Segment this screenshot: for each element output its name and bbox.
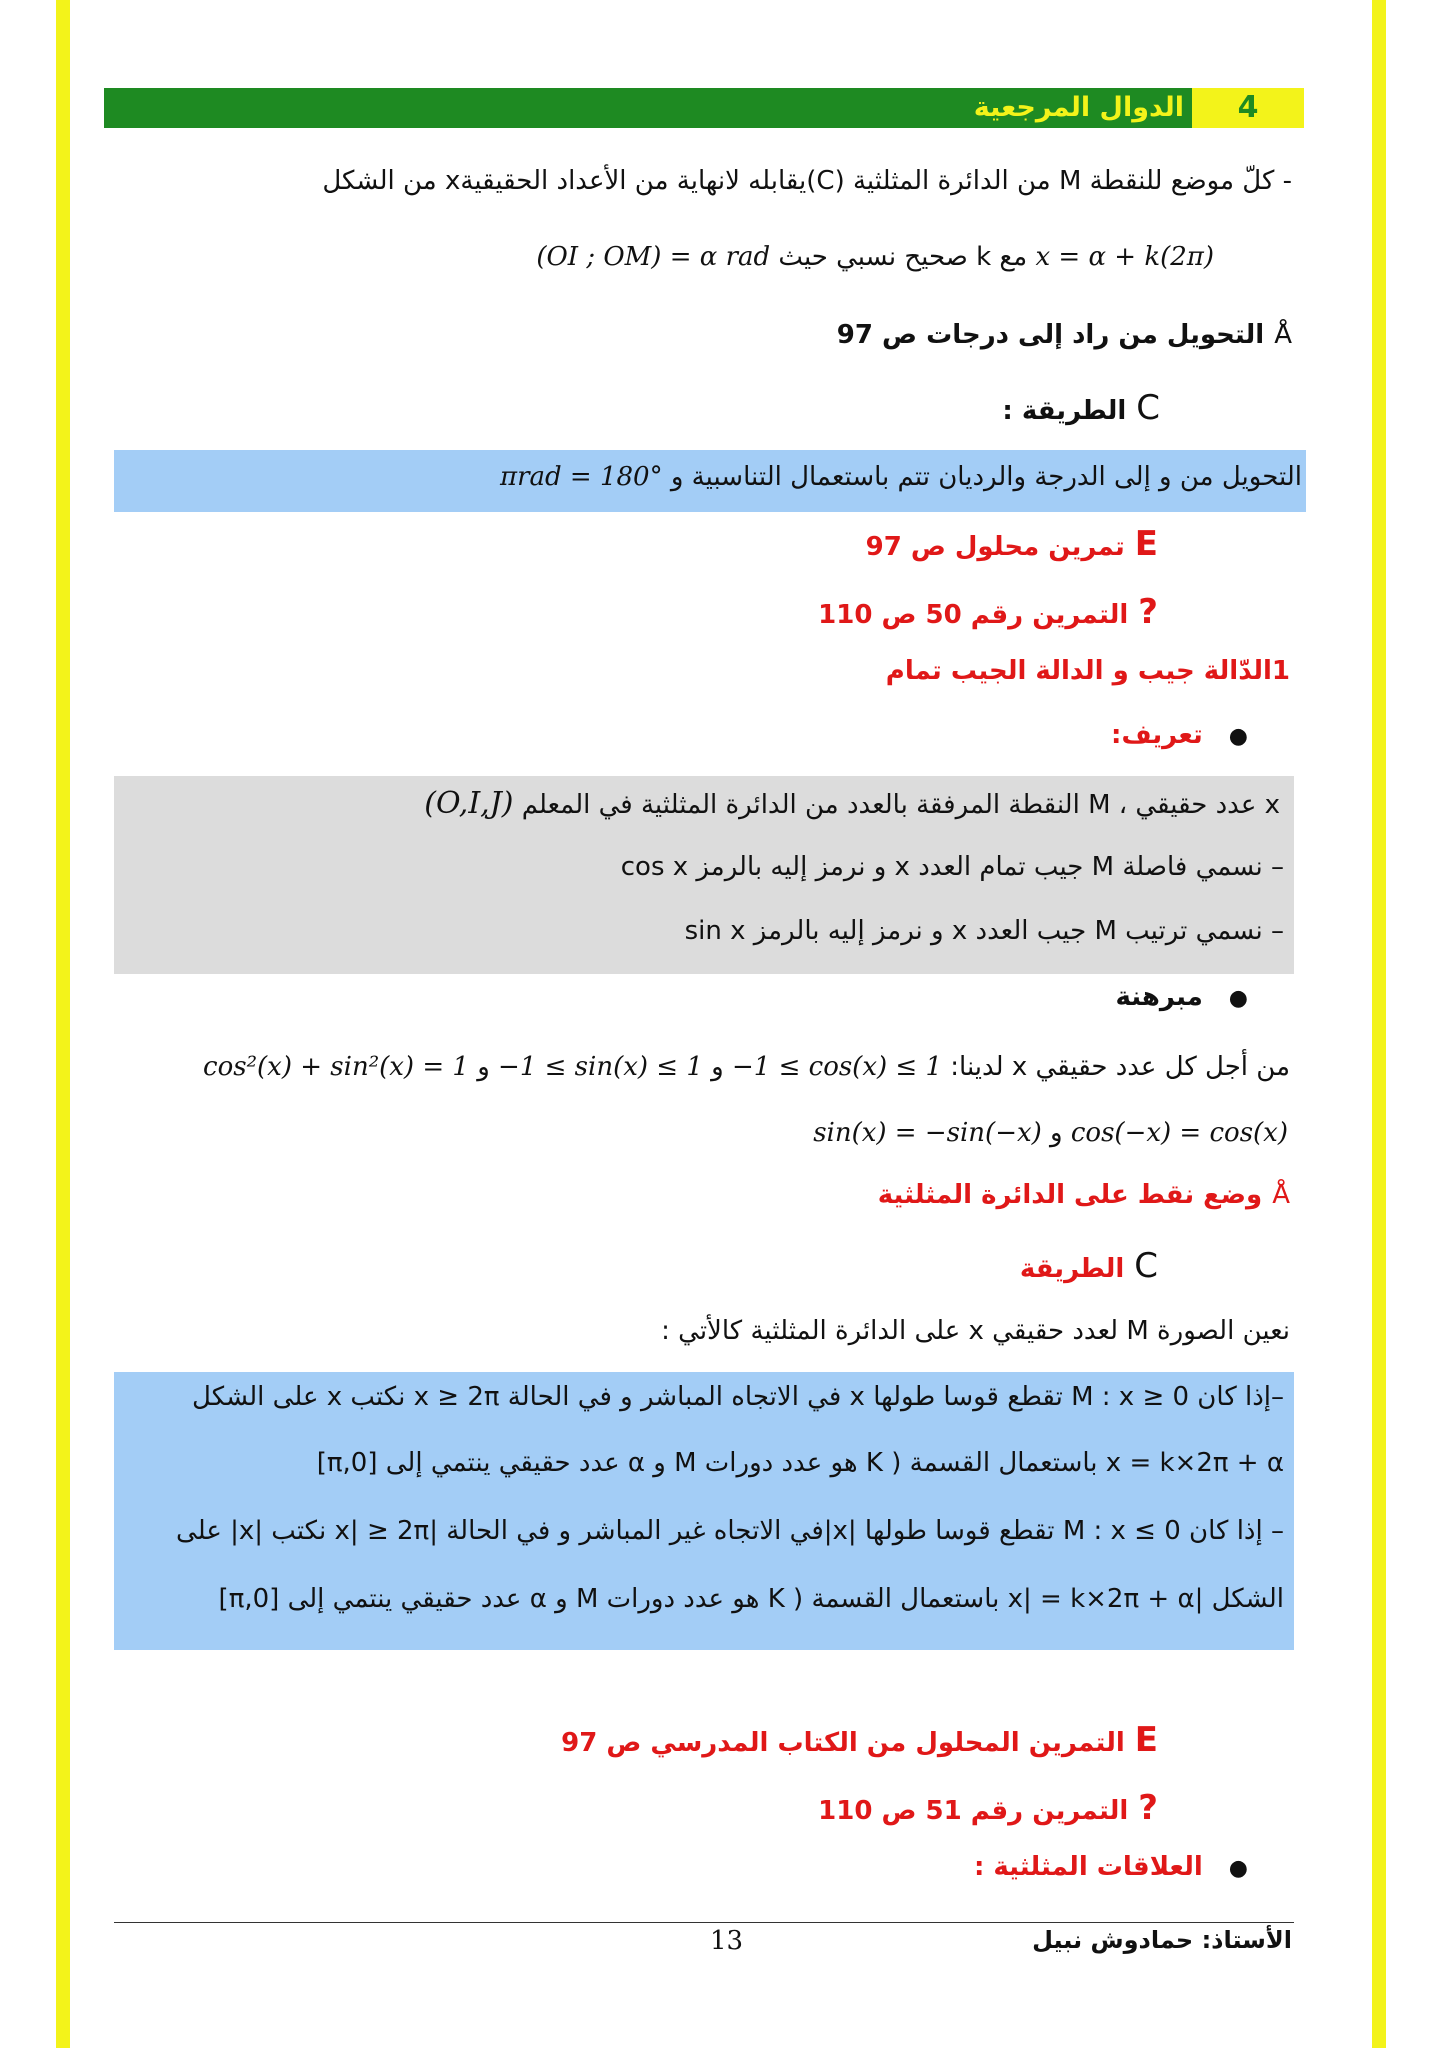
e-glyph: E xyxy=(1134,524,1158,564)
a-ring-glyph: Å xyxy=(1272,1180,1290,1210)
sin-parity: sin(x) = −sin(−x) xyxy=(813,1118,1042,1148)
e-glyph: E xyxy=(1134,1720,1158,1760)
solved-exercise-97: Eتمرين محلول ص 97 xyxy=(865,524,1158,564)
trig-relations-label: ●العلاقات المثلثية : xyxy=(973,1852,1248,1882)
footer-rule xyxy=(114,1922,1294,1923)
intro-line-2-text: مع k صحيح نسبي حيث xyxy=(778,242,1028,272)
pythagorean-identity: cos²(x) + sin²(x) = 1 xyxy=(203,1052,469,1082)
bullet-icon: ● xyxy=(1228,1856,1248,1881)
c-glyph: C xyxy=(1136,388,1160,428)
points-box-line-3: – إذا كان M : x ≤ 0 تقطع قوسا طولها |x|في الاتجاه غير المباشر و في الحالة |x| ≥ 2π نكتب |x| على xyxy=(176,1516,1284,1546)
intro-line-1: - كلّ موضع للنقطة M من الدائرة المثلثية (C)يقابله لانهاية من الأعداد الحقيقيةx من الشكل xyxy=(322,166,1292,196)
rad-deg-box-text: التحويل من و إلى الدرجة والرديان تتم باستعمال التناسبية و πrad = 180° xyxy=(499,462,1302,492)
definition-line-2: – نسمي فاصلة M جيب تمام العدد x و نرمز إليه بالرمز cos x xyxy=(620,852,1284,882)
exercise-50: ?التمرين رقم 50 ص 110 xyxy=(818,592,1158,632)
bullet-icon: ● xyxy=(1228,986,1248,1011)
sin-cos-title: 1الدّالة جيب و الدالة الجيب تمام xyxy=(885,656,1290,686)
a-ring-glyph: Å xyxy=(1274,320,1292,350)
points-method-label: Cالطريقة xyxy=(1019,1246,1158,1286)
definition-line-3: – نسمي ترتيب M جيب العدد x و نرمز إليه بالرمز sin x xyxy=(684,916,1284,946)
intro-line-2 xyxy=(536,242,1214,272)
left-yellow-border xyxy=(56,0,70,2048)
frame-oij: (O,I,J) xyxy=(424,786,514,821)
cos-bounds: −1 ≤ cos(x) ≤ 1 xyxy=(731,1052,942,1082)
question-glyph: ? xyxy=(1138,592,1158,632)
chapter-number: 4 xyxy=(1192,88,1304,128)
exercise-51: ?التمرين رقم 51 ص 110 xyxy=(818,1788,1158,1828)
sin-bounds: −1 ≤ sin(x) ≤ 1 xyxy=(498,1052,703,1082)
right-yellow-border xyxy=(1372,0,1386,2048)
theorem-label: ●مبرهنة xyxy=(1115,982,1248,1012)
definition-label: ●تعريف: xyxy=(1111,720,1248,750)
points-box-line-1: –إذا كان M : x ≥ 0 تقطع قوسا طولها x في الاتجاه المباشر و في الحالة x ≥ 2π نكتب x على الشكل xyxy=(192,1382,1284,1412)
definition-line-1: x عدد حقيقي ، M النقطة المرفقة بالعدد من الدائرة المثلثية في المعلم (O,I,J) xyxy=(424,786,1280,821)
rad-deg-method-label: Cالطريقة : xyxy=(1002,388,1160,428)
cos-parity: cos(−x) = cos(x) xyxy=(1070,1118,1288,1148)
general-angle-formula: x = α + k(2π) xyxy=(1035,242,1214,272)
theorem-line-1: من أجل كل عدد حقيقي x لدينا: −1 ≤ cos(x) ≤ 1 و −1 ≤ sin(x) ≤ 1 و cos²(x) + sin²(x) = 1 xyxy=(203,1052,1290,1082)
pi-rad-formula: πrad = 180° xyxy=(499,462,663,492)
theorem-line-2: cos(−x) = cos(x) و sin(x) = −sin(−x) xyxy=(813,1118,1288,1148)
solved-exercise-book-97: Eالتمرين المحلول من الكتاب المدرسي ص 97 xyxy=(561,1720,1158,1760)
c-glyph: C xyxy=(1134,1246,1158,1286)
question-glyph: ? xyxy=(1138,1788,1158,1828)
bullet-icon: ● xyxy=(1228,724,1248,749)
oriented-angle-formula: (OI ; OM) = α rad xyxy=(536,242,771,272)
page-number: 13 xyxy=(710,1926,744,1956)
teacher-name: الأستاذ: حمادوش نبيل xyxy=(1032,1926,1292,1954)
points-title: Åوضع نقط على الدائرة المثلثية xyxy=(877,1180,1290,1210)
points-box-line-2: x = k×2π + α باستعمال القسمة ( K هو عدد دورات M و α عدد حقيقي ينتمي إلى [0,π] xyxy=(316,1448,1284,1478)
points-box-line-4: الشكل |x| = k×2π + α باستعمال القسمة ( K هو عدد دورات M و α عدد حقيقي ينتمي إلى [0,π] xyxy=(218,1584,1284,1614)
points-intro: نعين الصورة M لعدد حقيقي x على الدائرة المثلثية كالأتي : xyxy=(661,1316,1290,1346)
rad-deg-title: Åالتحويل من راد إلى درجات ص 97 xyxy=(836,320,1292,350)
chapter-title: الدوال المرجعية xyxy=(973,92,1184,123)
